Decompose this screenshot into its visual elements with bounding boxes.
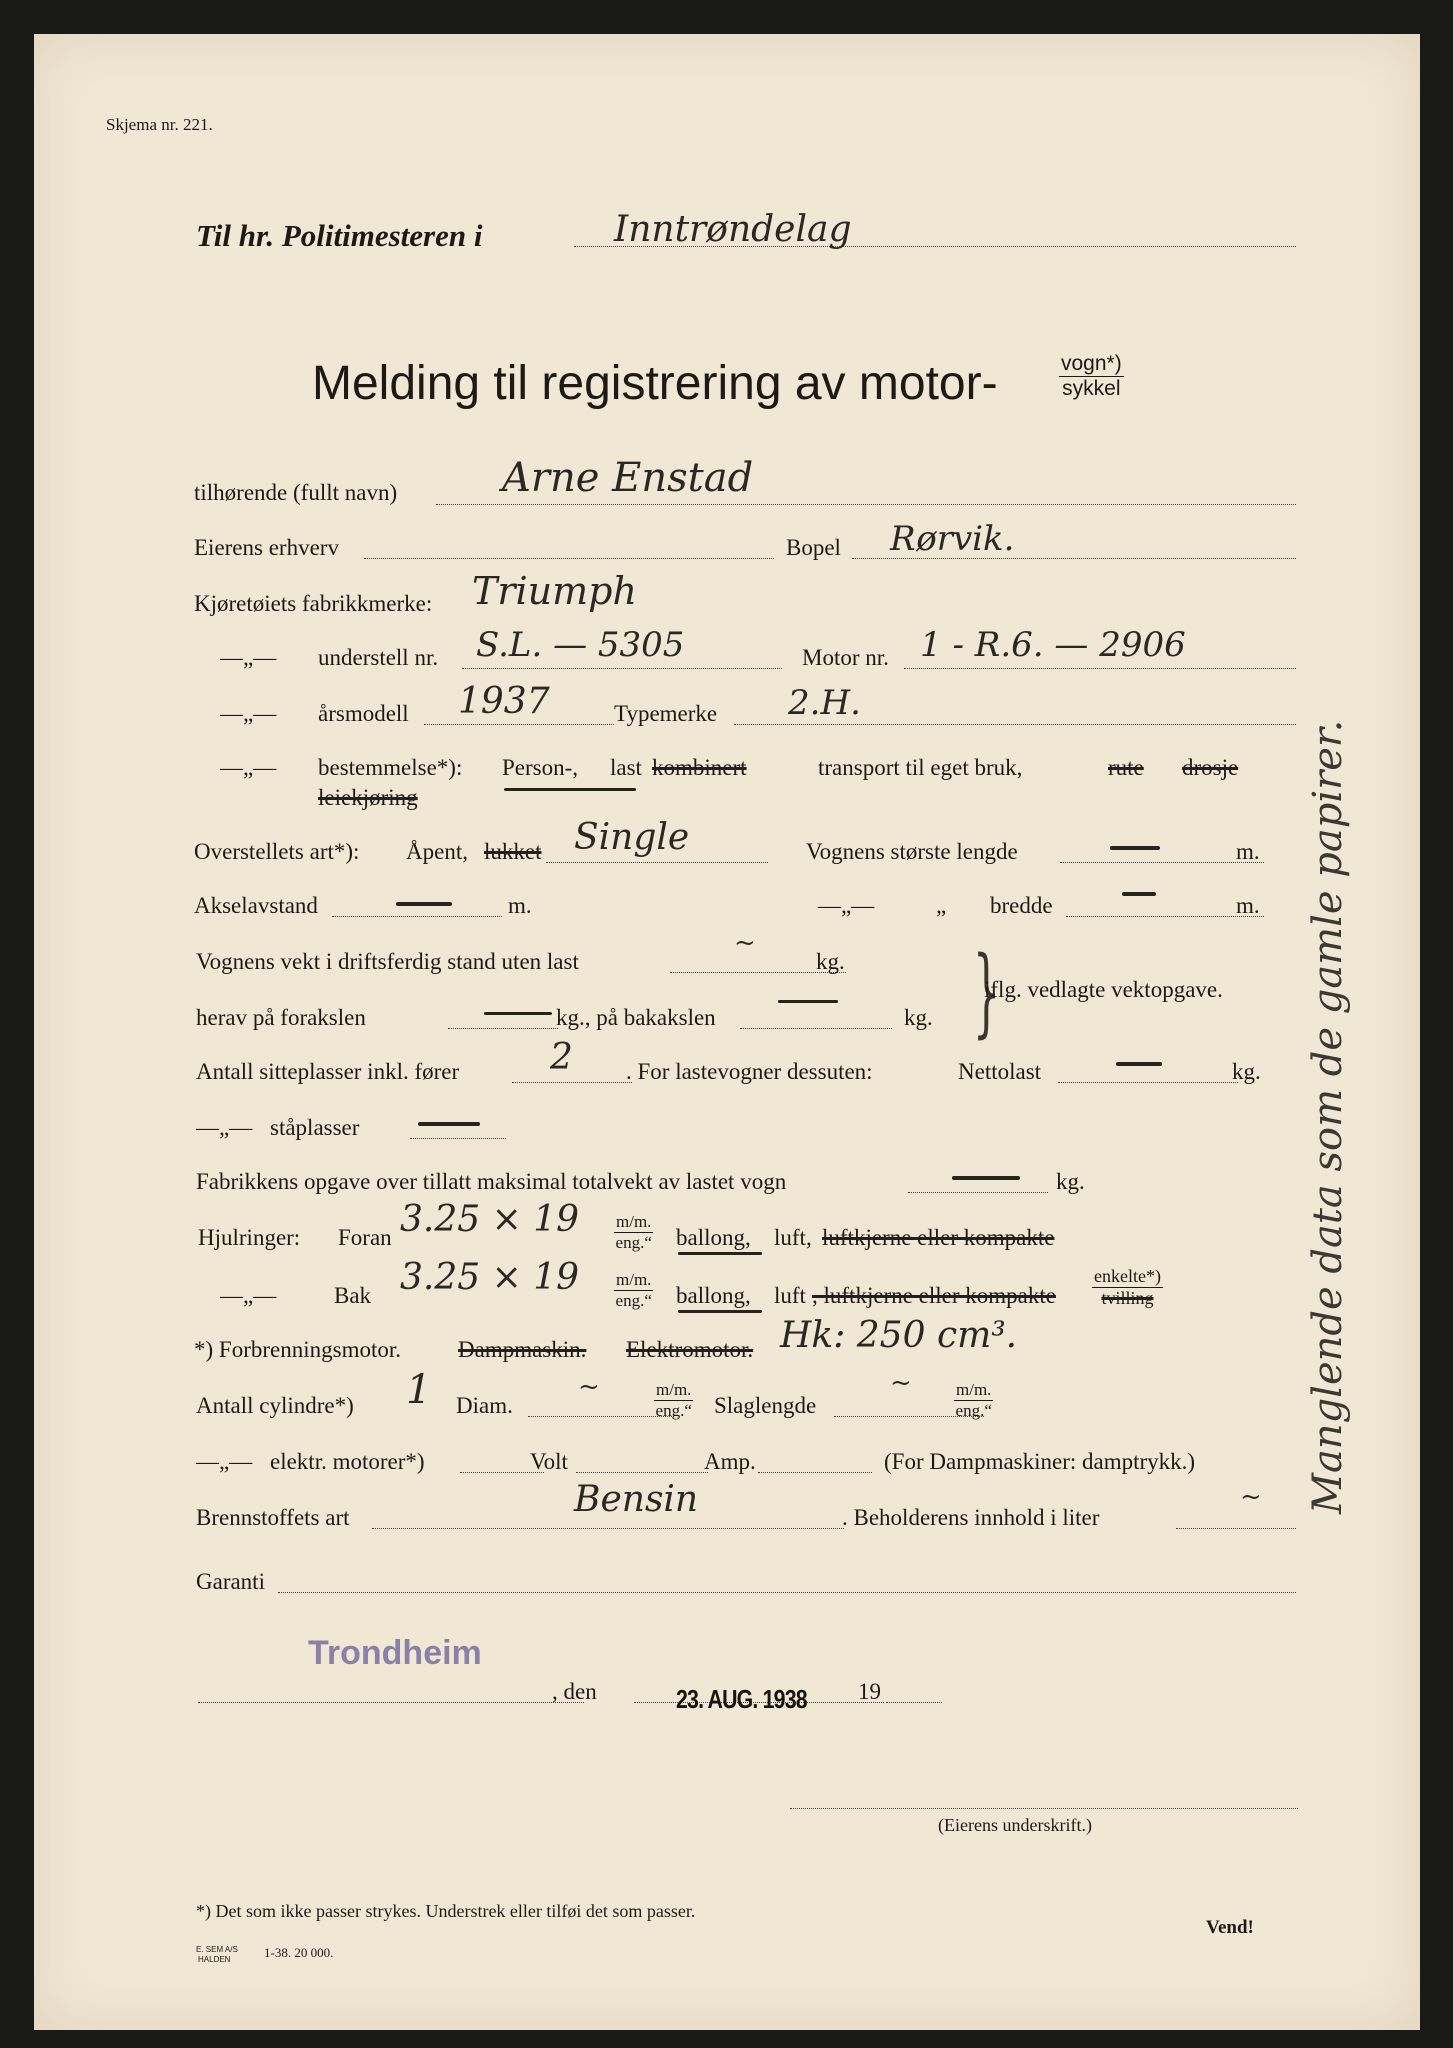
- front-tire-value: 3.25 × 19: [400, 1199, 580, 1240]
- length-label: Vognens største lengde: [806, 839, 1018, 864]
- engine-line: [904, 668, 1296, 669]
- form-title: Melding til registrering av motor-: [312, 357, 998, 410]
- stroke-label: Slaglengde: [714, 1393, 817, 1418]
- type-label: Typemerke: [614, 701, 718, 726]
- front-unit-eng: eng.“: [615, 1232, 652, 1252]
- electric-label: elektr. motorer*): [270, 1449, 425, 1474]
- underline-ballong-front: [678, 1252, 762, 1255]
- year-line: [424, 724, 614, 725]
- volt-line: [576, 1472, 708, 1473]
- ditto-5: —„—: [196, 1115, 253, 1140]
- residence-label: Bopel: [786, 535, 841, 560]
- date-prefix: , den: [552, 1679, 597, 1704]
- body-closed: lukket: [484, 839, 542, 864]
- seats-label: Antall sitteplasser inkl. fører: [196, 1059, 460, 1084]
- amp-label: Amp.: [704, 1449, 756, 1474]
- netto-dash: [1116, 1062, 1162, 1066]
- front-unit-fraction: [614, 1212, 653, 1252]
- year-label: årsmodell: [318, 701, 409, 726]
- rear-label: Bak: [334, 1283, 372, 1308]
- engine-label: Motor nr.: [802, 645, 889, 670]
- front-unit-mm: m/m.: [616, 1212, 652, 1231]
- year-prefix: 19: [858, 1679, 881, 1704]
- engine-electric: Elektromotor.: [626, 1337, 754, 1362]
- front-axle-dash: [484, 1012, 552, 1015]
- diam-label: Diam.: [456, 1393, 513, 1418]
- front-label: Foran: [338, 1225, 392, 1250]
- chassis-value: S.L. — 5305: [476, 625, 685, 665]
- cylinders-value: 1: [406, 1367, 432, 1413]
- printer-line-1: E. SEM A/S: [196, 1945, 238, 1954]
- purpose-leie: leiekjøring: [318, 785, 418, 810]
- turn-over: Vend!: [1206, 1917, 1254, 1938]
- weight-note: iflg. vedlagte vektopgave.: [984, 977, 1223, 1002]
- max-weight-line: [908, 1192, 1048, 1193]
- ditto-4: —„—: [818, 893, 875, 918]
- make-label: Kjøretøiets fabrikkmerke:: [194, 591, 433, 616]
- rear-ballong: ballong,: [676, 1283, 751, 1308]
- owner-line: [436, 504, 1296, 505]
- print-run: 1-38. 20 000.: [264, 1945, 334, 1960]
- max-weight-dash: [952, 1176, 1020, 1180]
- chassis-line: [462, 668, 782, 669]
- signature-line: [790, 1808, 1298, 1809]
- cylinders-label: Antall cylindre*): [196, 1393, 354, 1418]
- diam-unit-mm: m/m.: [656, 1380, 692, 1399]
- owner-label: tilhørende (fullt navn): [194, 480, 398, 505]
- form-number: Skjema nr. 221.: [106, 115, 213, 134]
- cargo-label: . For lastevogner dessuten:: [626, 1059, 873, 1084]
- diam-unit-fraction: [654, 1380, 693, 1420]
- rear-axle-dash: [778, 1000, 838, 1003]
- standing-dash: [418, 1122, 480, 1126]
- title-fraction-top: vogn*): [1059, 352, 1124, 377]
- make-value: Triumph: [472, 569, 637, 613]
- width-unit: m.: [1236, 893, 1260, 918]
- body-open: Åpent,: [406, 839, 468, 864]
- chassis-label: understell nr.: [318, 645, 439, 670]
- ditto-quote: „: [936, 893, 947, 918]
- weight-label: Vognens vekt i driftsferdig stand uten last: [196, 949, 579, 974]
- addressee-label: Til hr. Politimesteren i: [196, 218, 483, 253]
- hp-value: Hk: 250 cm³.: [780, 1315, 1018, 1356]
- ditto-7: —„—: [196, 1449, 253, 1474]
- form-sheet: [34, 34, 1420, 2030]
- guarantee-line: [278, 1592, 1296, 1593]
- wheelbase-label: Akselavstand: [194, 893, 318, 918]
- front-rest: luftkjerne eller kompakte: [822, 1225, 1055, 1250]
- year-suffix-line: [886, 1702, 942, 1703]
- fuel-value: Bensin: [574, 1479, 699, 1520]
- width-dash: [1122, 892, 1156, 896]
- twin-fraction: [1092, 1266, 1163, 1308]
- netto-unit: kg.: [1232, 1059, 1261, 1084]
- seats-value: 2: [550, 1037, 573, 1078]
- standing-label: ståplasser: [270, 1115, 360, 1140]
- purpose-drosje: drosje: [1182, 755, 1239, 780]
- ditto-3: —„—: [220, 755, 277, 780]
- purpose-label: bestemmelse*):: [318, 755, 463, 780]
- residence-value: Rørvik.: [890, 519, 1015, 559]
- fuel-label: Brennstoffets art: [196, 1505, 350, 1530]
- underline-person: [504, 788, 636, 791]
- netto-line: [1058, 1082, 1238, 1083]
- rear-tire-value: 3.25 × 19: [400, 1257, 580, 1298]
- body-label: Overstellets art*):: [194, 839, 360, 864]
- body-line: [546, 862, 768, 863]
- engine-type-label: *) Forbrenningsmotor.: [194, 1337, 401, 1362]
- diam-unit-eng: eng.“: [655, 1400, 692, 1420]
- length-line: [1060, 862, 1264, 863]
- rear-rest: , luftkjerne eller kompakte: [812, 1283, 1056, 1308]
- rear-axle-unit: kg.: [904, 1005, 933, 1030]
- underline-ballong-rear: [678, 1310, 762, 1313]
- rear-axle-line: [740, 1028, 892, 1029]
- wheelbase-unit: m.: [508, 893, 532, 918]
- weight-brace: }: [972, 936, 1001, 1048]
- type-value: 2.H.: [788, 683, 861, 723]
- purpose-person: Person-,: [502, 755, 579, 780]
- wheelbase-dash: [396, 902, 452, 906]
- stroke-mark: ~: [890, 1368, 912, 1398]
- date-stamp: 23. AUG. 1938: [676, 1684, 807, 1714]
- tire-enkelte: enkelte*): [1094, 1266, 1161, 1286]
- rear-unit-fraction: [614, 1270, 653, 1310]
- rear-luft: luft: [774, 1283, 806, 1308]
- title-fraction: [1059, 352, 1124, 401]
- ditto-2: —„—: [220, 701, 277, 726]
- standing-line: [410, 1138, 506, 1139]
- place-line: [198, 1702, 584, 1703]
- printer-line-2: HALDEN: [198, 1955, 231, 1964]
- max-weight-unit: kg.: [1056, 1169, 1085, 1194]
- tank-line: [1176, 1528, 1296, 1529]
- wheelbase-line: [332, 916, 502, 917]
- rear-axle-label: kg., på bakakslen: [556, 1005, 716, 1030]
- stroke-unit-eng: eng.“: [955, 1400, 992, 1420]
- margin-note: Manglende data som de gamle papirer.: [1305, 719, 1351, 1514]
- tire-tvilling: tvilling: [1101, 1287, 1154, 1308]
- width-line: [1066, 916, 1264, 917]
- tank-label: . Beholderens innhold i liter: [842, 1505, 1100, 1530]
- ditto-1: —„—: [220, 645, 277, 670]
- place-stamp: Trondheim: [308, 1634, 482, 1672]
- purpose-kombinert: kombinert: [652, 755, 747, 780]
- front-axle-label: herav på forakslen: [196, 1005, 366, 1030]
- diam-mark: ~: [578, 1372, 600, 1402]
- weight-mark: ~: [734, 928, 756, 958]
- engine-value: 1 - R.6. — 2906: [920, 625, 1186, 665]
- rear-unit-mm: m/m.: [616, 1270, 652, 1289]
- signature-label: (Eierens underskrift.): [938, 1815, 1092, 1835]
- tank-mark: ~: [1240, 1482, 1262, 1512]
- stroke-unit-fraction: [954, 1380, 993, 1420]
- rear-unit-eng: eng.“: [615, 1290, 652, 1310]
- type-line: [734, 724, 1296, 725]
- occupation-label: Eierens erhverv: [194, 535, 339, 560]
- tires-label: Hjulringer:: [198, 1225, 301, 1250]
- volt-label: Volt: [530, 1449, 568, 1474]
- title-fraction-bottom: sykkel: [1062, 377, 1121, 401]
- front-luft: luft,: [774, 1225, 812, 1250]
- stroke-unit-mm: m/m.: [956, 1380, 992, 1399]
- addressee-value: Inntrøndelag: [614, 209, 852, 250]
- guarantee-label: Garanti: [196, 1569, 265, 1594]
- year-value: 1937: [458, 681, 550, 722]
- amp-line: [758, 1472, 872, 1473]
- length-unit: m.: [1236, 839, 1260, 864]
- engine-steam: Dampmaskin.: [458, 1337, 587, 1362]
- width-label: bredde: [990, 893, 1053, 918]
- seats-line: [512, 1082, 632, 1083]
- diam-line: [528, 1416, 674, 1417]
- owner-value: Arne Enstad: [502, 455, 754, 501]
- purpose-last: last: [610, 755, 642, 780]
- occupation-line: [364, 558, 774, 559]
- max-weight-label: Fabrikkens opgave over tillatt maksimal totalvekt av lastet vogn: [196, 1169, 787, 1194]
- front-axle-line: [448, 1028, 558, 1029]
- ditto-6: —„—: [220, 1283, 277, 1308]
- footnote: *) Det som ikke passer strykes. Understrek eller tilføi det som passer.: [196, 1901, 696, 1921]
- front-ballong: ballong,: [676, 1225, 751, 1250]
- netto-label: Nettolast: [958, 1059, 1042, 1084]
- length-dash: [1110, 846, 1160, 850]
- body-value: Single: [574, 817, 690, 858]
- steam-pressure-label: (For Dampmaskiner: damptrykk.): [884, 1449, 1196, 1474]
- weight-unit: kg.: [816, 949, 845, 974]
- purpose-rute: rute: [1108, 755, 1144, 780]
- purpose-transport: transport til eget bruk,: [818, 755, 1023, 780]
- fuel-line: [372, 1528, 844, 1529]
